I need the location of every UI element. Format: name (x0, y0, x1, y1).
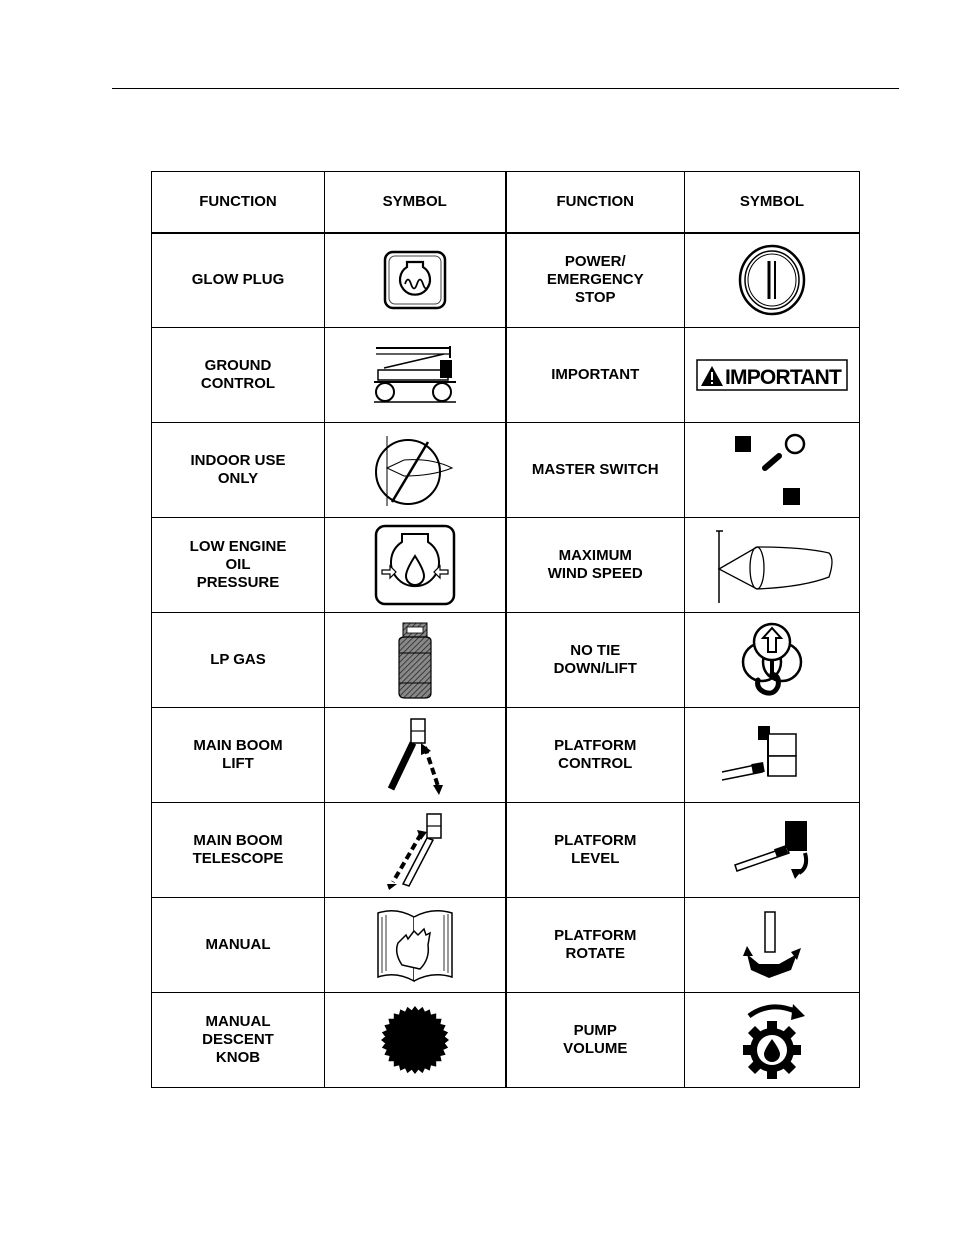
function-cell (152, 328, 325, 423)
function-label: POWER/ EMERGENCY STOP (546, 253, 644, 307)
main-boom-lift-icon (383, 715, 447, 795)
power-emergency-stop-icon (737, 243, 807, 317)
function-label: PUMP VOLUME (563, 1022, 628, 1057)
function-label: MAIN BOOM LIFT (193, 737, 283, 772)
glow-plug-icon (383, 250, 447, 310)
symbol-cell (685, 518, 860, 613)
lp-gas-icon (395, 621, 435, 699)
maximum-wind-speed-icon (707, 525, 837, 605)
ground-control-icon (370, 344, 460, 406)
function-cell (506, 803, 685, 898)
function-label: LP GAS (210, 651, 266, 668)
function-cell (152, 803, 325, 898)
symbol-cell (685, 328, 860, 423)
manual-icon (372, 905, 458, 985)
function-label: IMPORTANT (551, 366, 640, 383)
header-function-1: FUNCTION (152, 172, 325, 233)
table-row (152, 803, 860, 898)
low-engine-oil-pressure-icon (374, 524, 456, 606)
table-row (152, 898, 860, 993)
header-symbol-2: SYMBOL (685, 172, 860, 233)
function-label: PLATFORM LEVEL (554, 832, 637, 867)
symbol-cell (325, 613, 506, 708)
platform-control-icon (718, 722, 826, 788)
function-label: NO TIE DOWN/LIFT (553, 642, 637, 677)
function-cell (506, 328, 685, 423)
symbol-cell (325, 708, 506, 803)
function-cell (152, 993, 325, 1088)
table-row (152, 993, 860, 1088)
symbol-cell (685, 423, 860, 518)
function-cell (506, 613, 685, 708)
header-function-2: FUNCTION (506, 172, 685, 233)
function-cell (506, 423, 685, 518)
function-label: MANUAL DESCENT KNOB (202, 1013, 274, 1066)
function-label: MAIN BOOM TELESCOPE (192, 832, 284, 867)
pump-volume-icon (737, 1000, 807, 1080)
symbol-cell (325, 518, 506, 613)
symbol-cell (325, 328, 506, 423)
symbol-table (151, 171, 860, 1088)
function-label: MAXIMUM WIND SPEED (547, 547, 643, 582)
function-label: PLATFORM ROTATE (554, 927, 637, 962)
platform-level-icon (729, 817, 815, 883)
symbol-cell (685, 993, 860, 1088)
important-sign-text: IMPORTANT (725, 366, 842, 389)
function-cell (506, 708, 685, 803)
function-label: GLOW PLUG (191, 271, 285, 289)
symbol-cell (685, 803, 860, 898)
function-cell (506, 898, 685, 993)
platform-rotate-icon (739, 910, 805, 980)
indoor-use-only-icon (372, 430, 458, 510)
header-rule (112, 88, 899, 89)
symbol-cell (325, 423, 506, 518)
function-cell (152, 898, 325, 993)
main-boom-telescope-icon (383, 810, 447, 890)
symbol-cell (685, 613, 860, 708)
function-label: PLATFORM CONTROL (554, 737, 637, 772)
function-label: GROUND CONTROL (200, 357, 276, 392)
function-label: MASTER SWITCH (531, 461, 659, 478)
function-cell (152, 518, 325, 613)
header-symbol-1: SYMBOL (325, 172, 506, 233)
symbol-cell (685, 898, 860, 993)
table-row (152, 328, 860, 423)
function-label: MANUAL (205, 936, 271, 953)
table-row (152, 708, 860, 803)
function-label: INDOOR USE ONLY (190, 452, 286, 487)
symbol-cell (325, 803, 506, 898)
function-cell (152, 233, 325, 328)
function-cell (152, 423, 325, 518)
symbol-cell (325, 233, 506, 328)
function-cell (506, 518, 685, 613)
manual-descent-knob-icon (379, 1004, 451, 1076)
table-row (152, 423, 860, 518)
no-tie-down-lift-icon (740, 620, 804, 700)
function-cell (506, 233, 685, 328)
table-row (152, 613, 860, 708)
important-icon (696, 359, 848, 391)
function-cell (506, 993, 685, 1088)
symbol-cell (685, 233, 860, 328)
symbol-cell (325, 898, 506, 993)
table-row (152, 518, 860, 613)
symbol-cell (685, 708, 860, 803)
table-row (152, 233, 860, 328)
master-switch-icon (727, 430, 817, 510)
function-cell (152, 613, 325, 708)
table-header-row (152, 172, 860, 233)
function-cell (152, 708, 325, 803)
symbol-cell (325, 993, 506, 1088)
function-label: LOW ENGINE OIL PRESSURE (189, 538, 287, 591)
